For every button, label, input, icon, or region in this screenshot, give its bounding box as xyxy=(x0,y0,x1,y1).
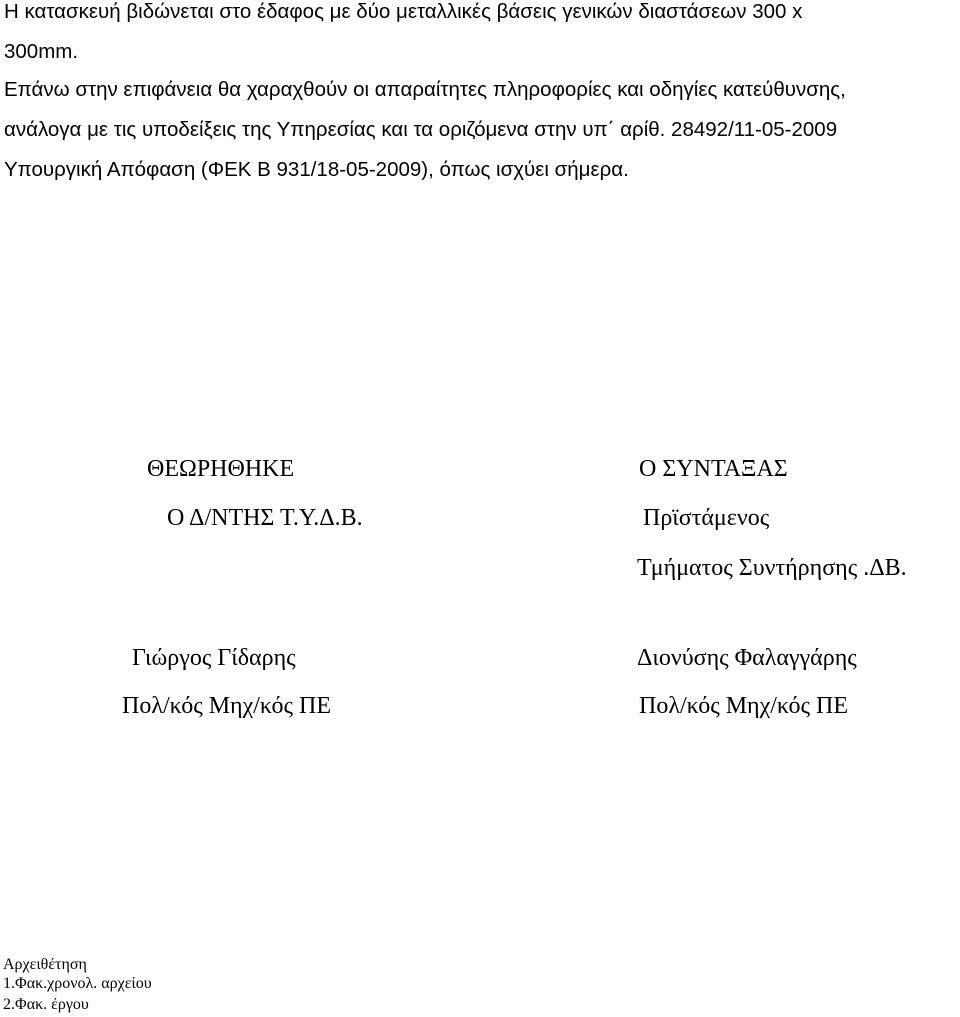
right-signatory-name: Διονύσης Φαλαγγάρης xyxy=(637,645,857,671)
right-signatory-title: Πολ/κός Μηχ/κός ΠΕ xyxy=(639,693,848,719)
left-signature-role: Ο Δ/ΝΤΗΣ Τ.Υ.Δ.Β. xyxy=(167,505,363,531)
filing-item-1: 1.Φακ.χρονολ. αρχείου xyxy=(3,975,152,992)
left-signatory-name: Γιώργος Γίδαρης xyxy=(132,645,296,671)
right-signature-heading: Ο ΣΥΝΤΑΞΑΣ xyxy=(639,456,788,482)
left-signature-heading: ΘΕΩΡΗΘΗΚΕ xyxy=(147,456,295,482)
left-signatory-title: Πολ/κός Μηχ/κός ΠΕ xyxy=(122,693,331,719)
paragraph-line-1: Η κατασκευή βιδώνεται στο έδαφος με δύο μεταλλικές βάσεις γενικών διαστάσεων 300 x xyxy=(4,0,803,23)
paragraph-line-4: ανάλογα με τις υποδείξεις της Υπηρεσίας και τα οριζόμενα στην υπ΄ αρίθ. 28492/11-05-2009 xyxy=(4,118,838,141)
filing-heading: Αρχειθέτηση xyxy=(3,956,87,973)
paragraph-line-3: Επάνω στην επιφάνεια θα χαραχθούν οι απαραίτητες πληροφορίες και οδηγίες κατεύθυνσης, xyxy=(4,78,846,101)
right-signature-role: Πρϊστάμενος xyxy=(643,505,770,531)
filing-item-2: 2.Φακ. έργου xyxy=(3,996,89,1013)
right-signature-department: Τμήματος Συντήρησης .ΔΒ. xyxy=(637,555,907,581)
paragraph-line-2: 300mm. xyxy=(4,40,79,63)
paragraph-line-5: Υπουργική Απόφαση (ΦΕΚ Β 931/18-05-2009), όπως ισχύει σήμερα. xyxy=(4,158,629,181)
